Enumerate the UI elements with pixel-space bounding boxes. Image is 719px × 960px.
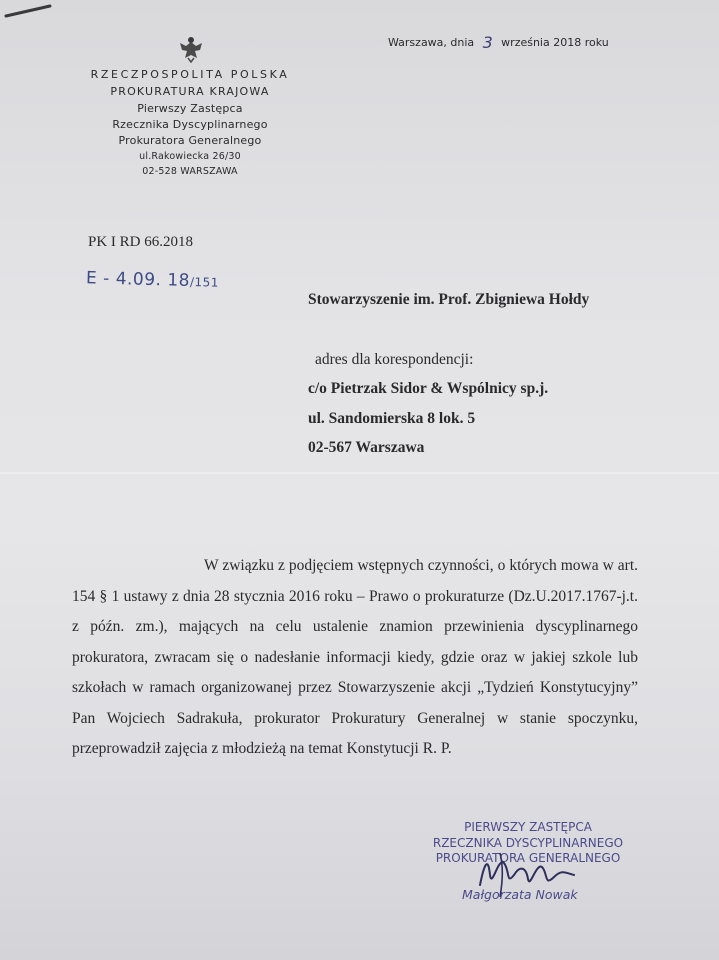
recipient-name: Stowarzyszenie im. Prof. Zbigniewa Hołdy	[308, 291, 590, 308]
body-paragraph: W związku z podjęciem wstępnych czynności, o których mowa w art. 154 § 1 ustawy z dnia 28 stycznia 2016 roku – Prawo o prokuraturze (Dz.U.2017.1767-j.t. z późn. zm.), mających na celu ustalenie znamion przewinienia dyscyplinarnego prokuratora, zwracam się o nadesłanie informacji kiedy, gdzie oraz w jakiej szkole lub szkołach w ramach organizowanej przez Stowarzyszenie akcji „Tydzień Konstytucyjny” Pan Wojciech Sadrakuła, prokurator Prokuratury Generalnej w stanie spoczynku, przeprowadził zajęcia z młodzieżą na temat Konstytucji R. P.	[72, 557, 638, 757]
correspondence-label: adres dla korespondencji:	[315, 351, 474, 368]
signature-title-1: PIERWSZY ZASTĘPCA	[464, 820, 592, 834]
header-city: 02-528 WARSZAWA	[142, 166, 238, 177]
header-prosecution: PROKURATURA KRAJOWA	[110, 85, 270, 98]
paper-fold	[0, 472, 719, 474]
stamp-date: E - 4.09. 18	[85, 268, 191, 291]
registration-stamp	[86, 268, 219, 291]
stamp-number: /151	[189, 274, 220, 290]
signature-title-2: RZECZNIKA DYSCYPLINARNEGO	[432, 836, 624, 850]
letter-body	[72, 551, 638, 765]
header-spokesman: Rzecznika Dyscyplinarnego	[112, 118, 268, 131]
header-street: ul.Rakowiecka 26/30	[139, 151, 241, 162]
signer-name: Małgorzata Nowak	[462, 887, 578, 902]
recipient-address-line3: 02-567 Warszawa	[308, 439, 425, 456]
month-year: września 2018 roku	[501, 36, 609, 49]
place-date-label: Warszawa, dnia	[388, 36, 475, 49]
header-deputy: Pierwszy Zastępca	[137, 102, 243, 115]
header-republic: RZECZPOSPOLITA POLSKA	[90, 68, 290, 81]
recipient-address-line2: ul. Sandomierska 8 lok. 5	[308, 410, 476, 427]
place-and-date	[388, 31, 609, 50]
handwritten-day: 3	[482, 33, 493, 52]
pen-mark	[4, 2, 54, 18]
signature-title-3: PROKURATORA GENERALNEGO	[435, 851, 621, 865]
recipient-address-line1: c/o Pietrzak Sidor & Wspólnicy sp.j.	[308, 380, 549, 397]
eagle-emblem-icon	[176, 34, 206, 64]
case-number: PK I RD 66.2018	[88, 234, 194, 250]
header-prosecutor-general: Prokuratora Generalnego	[118, 134, 262, 147]
